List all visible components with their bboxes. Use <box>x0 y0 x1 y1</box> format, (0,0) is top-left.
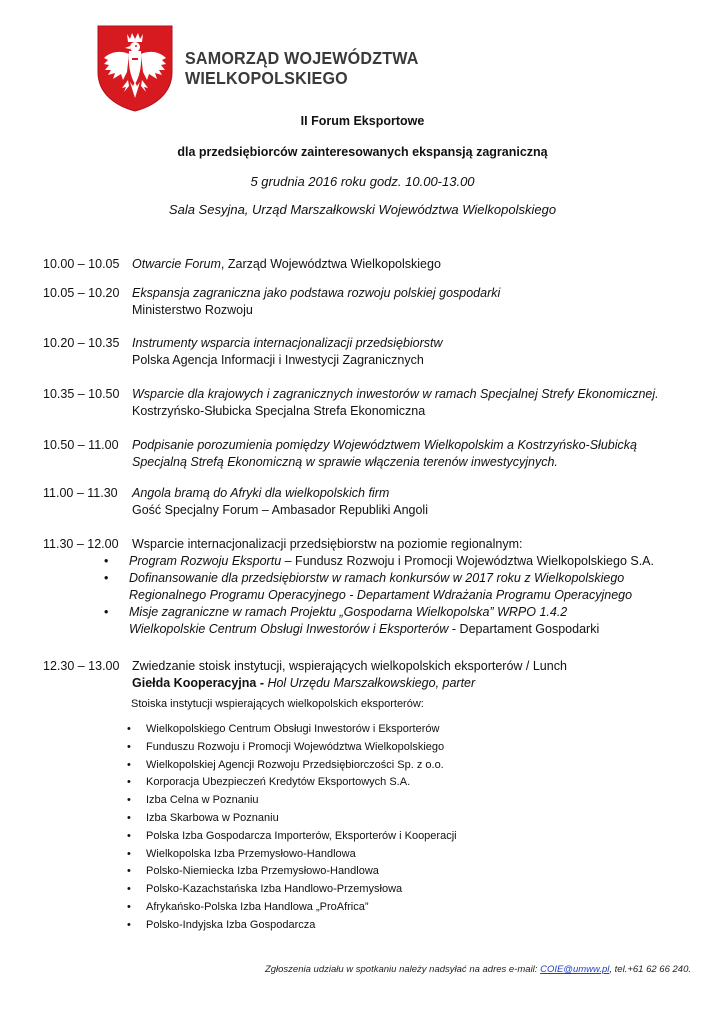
agenda-time: 11.30 – 12.00 <box>43 537 119 551</box>
list-item: • Izba Celna w Poznaniu <box>131 792 457 810</box>
bullet-icon: • <box>127 758 131 771</box>
footer-text: Zgłoszenia udziału w spotkaniu należy nadsyłać na adres e-mail: <box>264 964 541 975</box>
list-item: • Polsko-Niemiecka Izba Przemysłowo-Handlowa <box>131 863 457 881</box>
regional-list <box>104 553 654 638</box>
event-subtitle: dla przedsiębiorców zainteresowanych ekspansją zagraniczną <box>177 145 548 159</box>
bullet-icon: • <box>127 740 131 753</box>
list-item: • Dofinansowanie dla przedsiębiorstw w ramach konkursów w 2017 roku z Wielkopolskiego Regionalnego Programu Operacyjnego - Departament Wdrażania Programu Operacyjnego <box>104 571 633 602</box>
agenda-speaker: Ministerstwo Rozwoju <box>132 303 253 317</box>
agenda-time: 12.30 – 13.00 <box>43 659 120 673</box>
agenda-topic: Zwiedzanie stoisk instytucji, wspierających wielkopolskich eksporterów / Lunch <box>132 659 567 673</box>
agenda-topic: Instrumenty wsparcia internacjonalizacji przedsiębiorstw <box>132 336 443 350</box>
list-item: • Program Rozwoju Eksportu – Fundusz Rozwoju i Promocji Województwa Wielkopolskiego S.A. <box>104 554 654 568</box>
list-item: • Funduszu Rozwoju i Promocji Województwa Wielkopolskiego <box>131 739 457 757</box>
agenda-speaker: Gość Specjalny Forum – Ambasador Republiki Angoli <box>132 503 428 517</box>
footer-note <box>265 964 691 975</box>
org-name-line1: SAMORZĄD WOJEWÓDZTWA <box>185 48 419 68</box>
list-item: • Polska Izba Gospodarcza Importerów, Eksporterów i Kooperacji <box>131 828 457 846</box>
bullet-icon: • <box>104 605 109 619</box>
agenda-speaker: , Zarząd Województwa Wielkopolskiego <box>220 257 441 271</box>
org-name-line2: WIELKOPOLSKIEGO <box>185 68 348 88</box>
agenda-time: 10.05 – 10.20 <box>43 286 120 300</box>
agenda-speaker: Polska Agencja Informacji i Inwestycji Zagranicznych <box>132 353 424 367</box>
agenda-topic-cont: Specjalną Strefą Ekonomiczną w sprawie włączenia terenów inwestycyjnych. <box>132 455 558 469</box>
list-item: • Wielkopolska Izba Przemysłowo-Handlowa <box>131 846 457 864</box>
agenda-speaker: Kostrzyńsko-Słubicka Specjalna Strefa Ekonomiczna <box>132 404 426 418</box>
bullet-icon: • <box>127 865 131 878</box>
coat-of-arms-eagle-icon <box>96 24 174 112</box>
agenda-time: 10.50 – 11.00 <box>43 438 119 452</box>
bullet-icon: • <box>127 847 131 860</box>
agenda-topic: Ekspansja zagraniczna jako podstawa rozwoju polskiej gospodarki <box>132 286 501 300</box>
stoiska-header: Stoiska instytucji wspierających wielkopolskich eksporterów: <box>131 698 424 710</box>
agenda-topic: Otwarcie Forum <box>132 257 221 271</box>
agenda-topic: Wsparcie dla krajowych i zagranicznych inwestorów w ramach Specjalnej Strefy Ekonomicznej. <box>132 387 659 401</box>
bullet-icon: • <box>127 723 131 735</box>
bullet-icon: • <box>127 883 131 896</box>
list-item: • Wielkopolskiej Agencji Rozwoju Przedsiębiorczości Sp. z o.o. <box>131 757 457 775</box>
list-item: • Polsko-Indyjska Izba Gospodarcza <box>131 917 457 935</box>
list-item: • Wielkopolskiego Centrum Obsługi Inwestorów i Eksporterów <box>131 721 457 739</box>
list-item: • Polsko-Kazachstańska Izba Handlowo-Przemysłowa <box>131 881 457 899</box>
bullet-icon: • <box>127 900 131 913</box>
list-item: • Korporacja Ubezpieczeń Kredytów Eksportowych S.A. <box>131 774 457 792</box>
agenda-time: 10.00 – 10.05 <box>43 257 120 271</box>
list-item: • Misje zagraniczne w ramach Projektu „Gospodarna Wielkopolska” WRPO 1.4.2 Wielkopolskie Centrum Obsługi Inwestorów i Eksporterów - Departament Gospodarki <box>104 605 600 636</box>
event-venue: Sala Sesyjna, Urząd Marszałkowski Województwa Wielkopolskiego <box>168 202 557 217</box>
bullet-icon: • <box>104 554 109 568</box>
bullet-icon: • <box>127 918 131 931</box>
bullet-icon: • <box>127 776 131 789</box>
agenda-time: 10.20 – 10.35 <box>43 336 120 350</box>
email-link[interactable]: COIE@umww.pl <box>540 964 610 975</box>
bullet-icon: • <box>104 571 109 585</box>
event-title: II Forum Eksportowe <box>300 114 425 128</box>
footer-phone: , tel.+61 62 66 240. <box>609 964 691 975</box>
stoiska-list <box>127 721 457 935</box>
bullet-icon: • <box>127 811 131 824</box>
coop-location: Hol Urzędu Marszałkowskiego, parter <box>263 676 476 690</box>
list-item: • Izba Skarbowa w Poznaniu <box>131 810 457 828</box>
list-item: • Afrykańsko-Polska Izba Handlowa „ProAfrica” <box>131 899 457 917</box>
agenda-topic: Angola bramą do Afryki dla wielkopolskich firm <box>132 486 390 500</box>
coop-label: Giełda Kooperacyjna - <box>132 676 264 690</box>
agenda-time: 10.35 – 10.50 <box>43 387 120 401</box>
bullet-icon: • <box>127 829 131 842</box>
org-name <box>185 48 419 88</box>
bullet-icon: • <box>127 794 131 807</box>
event-date: 5 grudnia 2016 roku godz. 10.00-13.00 <box>250 174 475 189</box>
agenda-topic: Podpisanie porozumienia pomiędzy Województwem Wielkopolskim a Kostrzyńsko-Słubicką <box>132 438 637 452</box>
agenda-topic: Wsparcie internacjonalizacji przedsiębiorstw na poziomie regionalnym: <box>132 537 523 551</box>
agenda-time: 11.00 – 11.30 <box>43 486 118 500</box>
